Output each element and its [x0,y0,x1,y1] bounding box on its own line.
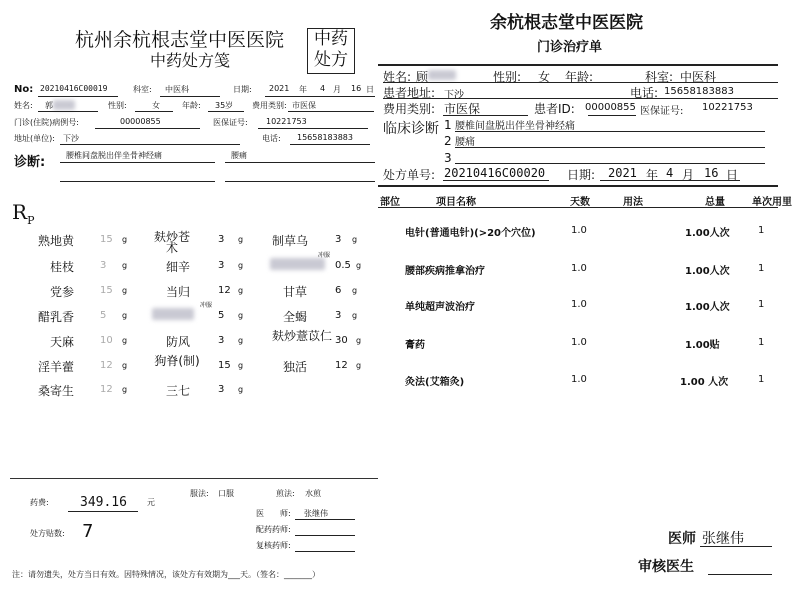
r-doctor-value: 张继伟 [702,531,744,547]
r-diagnosis-label: 临床诊断 [383,121,439,137]
row-total: 1.00 人次 [680,377,729,388]
drug-amount: 12 [100,384,113,395]
row-total: 1.00贴 [685,340,720,351]
fee-type-value: 市医保 [292,101,316,110]
r-insurance-label: 医保证号: [640,106,684,117]
col-item: 项目名称 [436,197,476,208]
dept-value: 中医科 [165,85,189,94]
row-item: 膏药 [405,340,425,351]
r-date-day: 16 [704,166,719,180]
drug-unit: g [238,286,244,295]
r-phone-value: 15658183883 [664,86,734,97]
drug-unit: g [352,311,358,320]
case-label: 门诊(住院)病例号: [14,118,79,127]
r-diag-num-2: 2 [444,134,452,148]
r-dept-value: 中医科 [680,70,717,84]
drug-name: 全蝎 [283,310,308,324]
drug-name: 党参 [50,285,75,299]
drug-name: 桑寄生 [38,384,75,398]
drug-amount: 3 [218,234,225,245]
date-month-unit: 月 [333,85,341,94]
r-reviewer-label: 审核医生 [638,559,694,575]
row-item: 单纯超声波治疗 [405,302,475,313]
drug-note: 冲服 [200,302,213,309]
stamp-line-2: 处方 [314,50,348,70]
age-label: 年龄: [182,101,201,110]
drug-name: 天麻 [50,335,75,349]
fee-label: 药费: [30,498,49,507]
usage-value: 口服 [218,489,234,498]
r-date-year: 2021 [608,166,637,180]
col-total: 总量 [705,197,725,208]
right-hospital-title: 余杭根志堂中医医院 [490,13,643,33]
r-patient-id-value: 00000855 [585,102,636,113]
phone-label: 电话: [262,134,281,143]
diagnosis-label: 诊断: [14,155,46,170]
drug-name: 防风 [166,335,191,349]
r-dept-label: 科室: [645,70,674,84]
row-per: 1 [758,225,765,236]
date-year: 2021 [269,84,290,93]
r-date-year-unit: 年 [646,168,659,182]
row-days: 1.0 [571,225,587,236]
r-diag-num-3: 3 [444,151,452,165]
col-position: 部位 [380,197,400,208]
row-days: 1.0 [571,337,587,348]
drug-unit: g [238,385,244,394]
insurance-value: 10221753 [266,117,307,126]
redacted-drug-name [270,258,325,270]
address-label: 地址(单位): [14,134,55,143]
drug-name: 独活 [283,360,308,374]
r-gender-value: 女 [538,70,551,84]
drug-amount: 3 [218,260,225,271]
drug-unit: g [122,286,128,295]
row-total: 1.00人次 [685,302,730,313]
r-gender-label: 性别: [493,70,522,84]
drug-unit: g [122,385,128,394]
drug-amount: 15 [218,360,231,371]
drug-amount: 3 [218,384,225,395]
r-diag-num-1: 1 [444,118,452,132]
drug-unit: g [238,361,244,370]
drug-unit: g [356,261,362,270]
r-date-label: 日期: [567,168,596,182]
r-name-label: 姓名: [383,70,412,84]
r-diagnosis-2: 腰痛 [455,137,475,148]
drug-amount: 5 [100,310,107,321]
redacted-r-name [428,70,456,80]
drug-amount: 3 [100,260,107,271]
r-age-label: 年龄: [565,70,594,84]
drug-unit: g [122,235,128,244]
drug-amount: 12 [335,360,348,371]
diagnosis-2: 腰痛 [231,151,247,160]
drug-name: 淫羊藿 [38,360,75,374]
drug-amount: 10 [100,335,113,346]
drug-name: 狗脊(制) [154,354,200,368]
drug-unit: g [238,336,244,345]
col-usage: 用法 [623,197,643,208]
fee-unit: 元 [147,498,155,507]
drug-unit: g [356,361,362,370]
row-per: 1 [758,374,765,385]
drug-unit: g [122,261,128,270]
row-per: 1 [758,299,765,310]
row-item: 腰部疾病推拿治疗 [405,266,485,277]
decoction-label: 煎法: [276,489,295,498]
drug-amount: 30 [335,335,348,346]
drug-note: 冲服 [318,252,331,259]
drug-name: 细辛 [166,260,191,274]
r-name-value: 顾 [416,70,429,84]
drug-unit: g [356,336,362,345]
row-total: 1.00人次 [685,228,730,239]
drug-amount: 12 [100,360,113,371]
stamp-line-1: 中药 [314,29,348,49]
date-label: 日期: [233,85,252,94]
date-year-unit: 年 [299,85,307,94]
drug-amount: 12 [218,285,231,296]
footer-note: 注：请勿遗失，处方当日有效。因特殊情况，该处方有效期为___天。（签名：_______） [12,570,320,579]
gender-label: 性别: [108,101,127,110]
r-phone-label: 电话: [630,86,659,100]
r-date-day-unit: 日 [726,168,739,182]
col-per: 单次用里 [752,197,792,208]
right-form-title: 门诊治疗单 [537,40,603,55]
r-fee-type-label: 费用类别: [383,102,436,116]
insurance-label: 医保证号: [213,118,248,127]
r-address-value: 下沙 [444,90,464,101]
drug-amount: 6 [335,285,342,296]
rp-symbol: $R_P$ [12,200,35,227]
drug-amount: 15 [100,234,113,245]
row-days: 1.0 [571,374,587,385]
r-doctor-label: 医师 [668,531,696,547]
col-days: 天数 [570,197,590,208]
usage-label: 服法: [190,489,209,498]
drug-unit: g [238,235,244,244]
no-label: No: [14,84,34,95]
r-address-label: 患者地址: [383,86,436,100]
drug-name: 制草乌 [272,234,309,248]
drug-unit: g [238,311,244,320]
drug-unit: g [238,261,244,270]
drug-amount: 15 [100,285,113,296]
drug-unit: g [352,235,358,244]
redacted-name [53,100,75,110]
drug-amount: 3 [335,310,342,321]
row-item: 灸法(艾箱灸) [405,377,465,388]
r-rx-value: 20210416C00020 [444,166,546,180]
drug-unit: g [122,311,128,320]
r-insurance-value: 10221753 [702,102,753,113]
address-value: 下沙 [63,134,79,143]
drug-amount: 3 [218,335,225,346]
drug-name: 醋乳香 [38,310,75,324]
drug-name: 麸炒薏苡仁 [271,329,332,343]
phone-value: 15658183883 [297,133,353,142]
date-day-unit: 日 [366,85,374,94]
r-date-month-unit: 月 [682,168,695,182]
drug-name: 当归 [166,285,191,299]
date-month: 4 [320,84,326,93]
gender-value: 女 [152,101,160,110]
r-fee-type-value: 市医保 [444,102,481,116]
row-per: 1 [758,337,765,348]
r-rx-label: 处方单号: [383,168,436,182]
row-days: 1.0 [571,263,587,274]
drug-amount: 5 [218,310,225,321]
name-label: 姓名: [14,101,33,110]
dispense-label: 配药药师: [256,525,291,534]
row-total: 1.00人次 [685,266,730,277]
fee-type-label: 费用类别: [252,101,287,110]
drug-unit: g [122,336,128,345]
doses-label: 处方贴数: [30,529,65,538]
dept-label: 科室: [133,85,152,94]
r-patient-id-label: 患者ID: [534,102,575,116]
diagnosis-1: 腰椎间盘脱出伴坐骨神经痛 [66,151,162,160]
case-value: 00000855 [120,117,161,126]
r-date-month: 4 [666,166,674,180]
date-day: 16 [351,84,362,93]
redacted-drug-name [152,308,194,320]
drug-unit: g [122,361,128,370]
no-value: 20210416C00019 [40,84,108,93]
r-diagnosis-1: 腰椎间盘脱出伴坐骨神经痛 [455,121,575,132]
drug-name: 甘草 [283,285,308,299]
left-hospital-title: 杭州余杭根志堂中医医院 [75,29,285,51]
age-value: 35岁 [215,101,234,110]
review-label: 复核药师: [256,541,291,550]
row-per: 1 [758,263,765,274]
decoction-value: 水煎 [305,489,321,498]
drug-amount: 0.5 [335,260,351,271]
left-form-title: 中药处方笺 [150,51,231,70]
drug-name: 桂枝 [50,260,75,274]
drug-unit: g [352,286,358,295]
doctor-value: 张继伟 [304,509,328,518]
fee-value: 349.16 [80,495,127,510]
doctor-label: 医 师: [256,509,291,518]
drug-amount: 3 [335,234,342,245]
drug-name: 三七 [166,384,191,398]
drug-name: 熟地黄 [38,234,75,248]
row-days: 1.0 [571,299,587,310]
drug-name: 麸炒苍术 [153,230,190,255]
doses-value: 7 [82,521,94,542]
row-item: 电针(普通电针)(>20个穴位) [405,228,536,239]
herbal-stamp-box [307,28,355,74]
